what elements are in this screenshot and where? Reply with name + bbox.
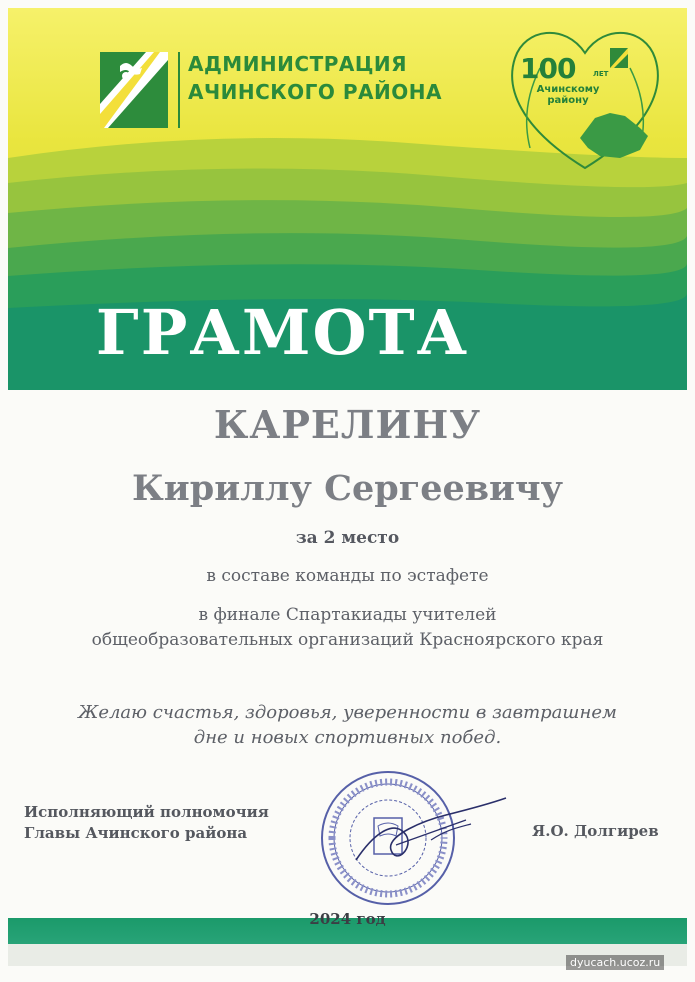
anniversary-text: [528, 84, 608, 106]
anniversary-text-line1: Ачинскому: [536, 84, 600, 95]
signatory-position-line1: Исполняющий полномочия: [24, 803, 269, 821]
anniversary-text-line2: району: [547, 95, 589, 106]
anniversary-let: ЛЕТ: [593, 70, 609, 78]
recipient-given-names: Кириллу Сергеевичу: [131, 468, 564, 509]
award-line-3: общеобразовательных организаций Красноярского края: [91, 630, 604, 650]
award-place: за 2 место: [295, 528, 400, 548]
watermark: dyucach.ucoz.ru: [566, 955, 664, 970]
admin-title-line2: АЧИНСКОГО РАЙОНА: [188, 80, 442, 104]
wish-line-2: дне и новых спортивных побед.: [193, 727, 502, 748]
wish-line-1: Желаю счастья, здоровья, уверенности в завтрашнем: [78, 702, 617, 723]
signatory-name: Я.О. Долгирев: [532, 822, 659, 840]
district-emblem-icon: [100, 52, 168, 128]
award-line-2: в финале Спартакиады учителей: [198, 605, 497, 625]
recipient-surname: КАРЕЛИНУ: [213, 402, 482, 447]
handwritten-signature-icon: [336, 790, 516, 880]
award-line-1: в составе команды по эстафете: [206, 566, 489, 586]
signatory-position-line2: Главы Ачинского района: [24, 824, 248, 842]
header-divider: [178, 52, 180, 128]
document-year: 2024 год: [309, 910, 386, 928]
admin-title-line1: АДМИНИСТРАЦИЯ: [188, 52, 408, 76]
document-title: ГРАМОТА: [95, 296, 470, 369]
anniversary-number: 100: [520, 52, 576, 85]
administration-title: [188, 50, 442, 106]
signatory-position: [24, 802, 269, 844]
